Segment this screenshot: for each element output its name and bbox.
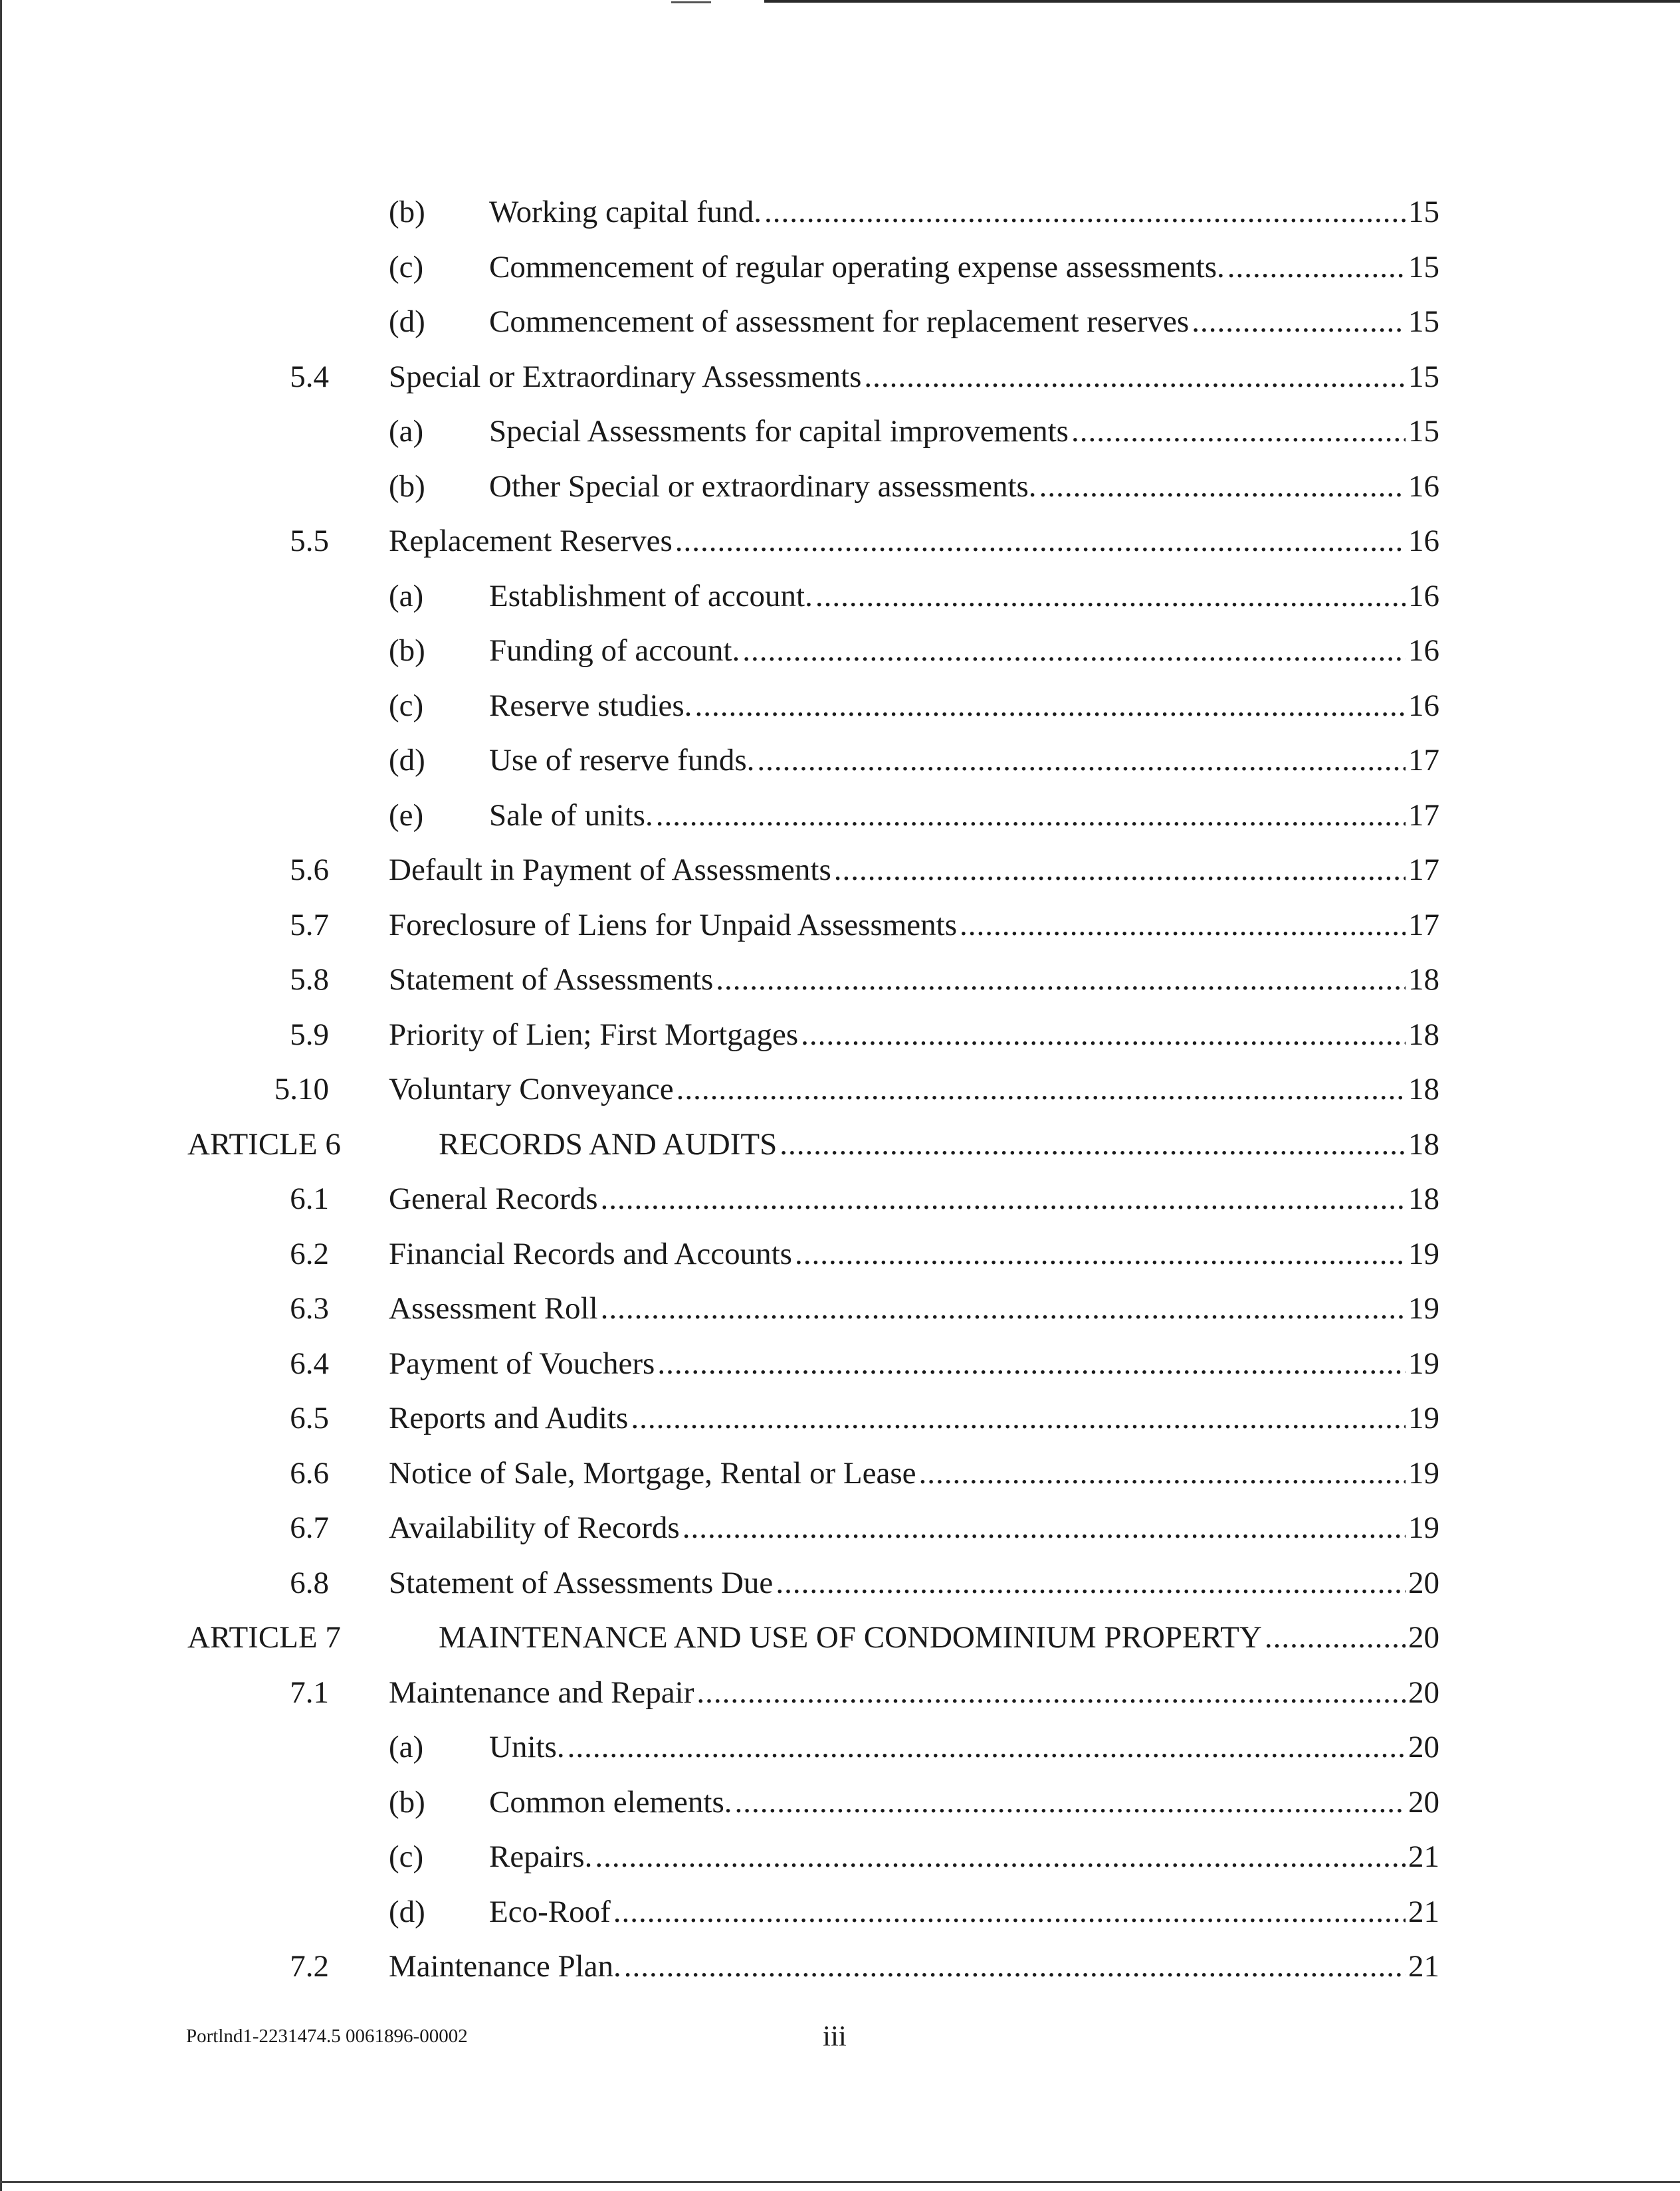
toc-entry	[0, 1556, 1680, 1610]
toc-entry-title: Special or Extraordinary Assessments	[389, 359, 862, 394]
toc-entry	[0, 514, 1680, 568]
dot-leader	[1227, 240, 1406, 294]
toc-entry-line	[389, 514, 1439, 568]
toc-entry-title: Maintenance Plan.	[389, 1949, 621, 1984]
toc-entry-page: 20	[1408, 1730, 1439, 1764]
toc-entry-title: Special Assessments for capital improvements	[489, 414, 1069, 449]
toc-entry-title: Statement of Assessments Due	[389, 1565, 774, 1600]
toc-entry-number: (e)	[389, 797, 424, 833]
toc-entry-line	[389, 1501, 1439, 1555]
dot-leader	[780, 1117, 1406, 1172]
toc-entry	[0, 294, 1680, 349]
toc-entry	[0, 843, 1680, 897]
dot-leader	[801, 1007, 1406, 1062]
toc-entry-number: 5.5	[290, 524, 329, 558]
toc-entry-title: Other Special or extraordinary assessments.	[489, 469, 1037, 504]
toc-entry-number: 6.3	[290, 1291, 329, 1326]
dot-leader	[1192, 294, 1406, 349]
toc-entry-title: Commencement of assessment for replacement reserves	[489, 304, 1190, 339]
toc-entry	[0, 240, 1680, 294]
toc-entry-title: Availability of Records	[389, 1511, 680, 1545]
toc-entry	[0, 1007, 1680, 1062]
toc-entry-number: 7.1	[290, 1675, 329, 1710]
dot-leader	[735, 1775, 1406, 1829]
dot-leader	[1039, 459, 1406, 514]
toc-entry-number: (b)	[389, 195, 425, 229]
dot-leader	[682, 1501, 1406, 1555]
toc-entry-page: 16	[1408, 633, 1439, 668]
toc-entry	[0, 569, 1680, 623]
toc-entry-number: (c)	[389, 1839, 424, 1874]
dot-leader	[595, 1829, 1406, 1884]
toc-entry	[0, 1939, 1680, 1994]
toc-entry-line	[489, 569, 1439, 623]
toc-entry-line	[389, 1391, 1439, 1445]
toc-entry-number: 5.6	[290, 853, 329, 887]
toc-entry-page: 16	[1408, 688, 1439, 723]
toc-entry-page: 18	[1408, 1017, 1439, 1052]
toc-entry-page: 20	[1408, 1675, 1439, 1710]
toc-entry-line	[489, 623, 1439, 678]
toc-entry-number: 6.2	[290, 1236, 329, 1271]
page-number: iii	[823, 2021, 847, 2052]
toc-entry-title: Establishment of account.	[489, 578, 813, 613]
dot-leader	[919, 1446, 1406, 1501]
dot-leader	[834, 843, 1406, 897]
toc-entry-number: (a)	[389, 414, 424, 449]
toc-entry	[0, 733, 1680, 787]
toc-entry-line	[439, 1610, 1439, 1665]
toc-entry	[0, 1446, 1680, 1501]
toc-entry	[0, 1117, 1680, 1172]
toc-entry-line	[489, 240, 1439, 294]
toc-entry-line	[389, 1007, 1439, 1062]
scan-mark	[671, 1, 711, 3]
toc-entry	[0, 1665, 1680, 1720]
dot-leader	[864, 350, 1406, 404]
dot-leader	[815, 569, 1406, 623]
toc-entry-line	[489, 678, 1439, 733]
toc-entry-page: 17	[1408, 797, 1439, 833]
dot-leader	[613, 1885, 1406, 1939]
toc-entry-title: Priority of Lien; First Mortgages	[389, 1017, 799, 1052]
toc-entry-title: Units.	[489, 1730, 565, 1764]
toc-entry-line	[489, 294, 1439, 349]
toc-entry	[0, 1172, 1680, 1226]
toc-entry-line	[489, 1829, 1439, 1884]
toc-entry-page: 21	[1408, 1949, 1439, 1984]
toc-entry-page: 15	[1408, 359, 1439, 394]
toc-entry-number: 6.8	[290, 1565, 329, 1600]
dot-leader	[1265, 1610, 1406, 1665]
toc-entry-page: 16	[1408, 469, 1439, 504]
toc-entry-number: ARTICLE 6	[187, 1126, 341, 1162]
toc-entry-line	[389, 1939, 1439, 1994]
toc-entry-number: 7.2	[290, 1949, 329, 1984]
toc-entry-page: 18	[1408, 1072, 1439, 1106]
scan-bottom-rule	[0, 2181, 1680, 2183]
toc-entry-page: 19	[1408, 1236, 1439, 1271]
toc-entry-title: General Records	[389, 1182, 598, 1216]
dot-leader	[568, 1720, 1406, 1774]
toc-entry-line	[389, 1281, 1439, 1336]
toc-entry	[0, 788, 1680, 843]
toc-entry-page: 16	[1408, 578, 1439, 613]
toc-entry-number: 5.7	[290, 907, 329, 942]
toc-entry-page: 18	[1408, 962, 1439, 997]
toc-entry-number: 6.6	[290, 1455, 329, 1491]
toc-entry-line	[389, 1665, 1439, 1720]
toc-entry-title: Common elements.	[489, 1784, 732, 1820]
toc-entry	[0, 185, 1680, 239]
toc-entry-title: Assessment Roll	[389, 1291, 598, 1326]
toc-entry-page: 19	[1408, 1455, 1439, 1491]
toc-entry	[0, 1885, 1680, 1939]
toc-entry-page: 18	[1408, 1126, 1439, 1162]
toc-entry-number: 6.4	[290, 1346, 329, 1381]
toc-entry-line	[389, 898, 1439, 952]
toc-entry-line	[489, 788, 1439, 843]
toc-entry-page: 19	[1408, 1401, 1439, 1435]
toc-entry	[0, 1829, 1680, 1884]
toc-entry-number: (b)	[389, 1784, 425, 1820]
toc-entry-number: 5.8	[290, 962, 329, 997]
dot-leader	[675, 514, 1406, 568]
dot-leader	[795, 1227, 1406, 1281]
toc-entry-number: (b)	[389, 633, 425, 668]
toc-entry-line	[439, 1117, 1439, 1172]
toc-entry-number: (b)	[389, 469, 425, 504]
toc-entry-line	[389, 1062, 1439, 1116]
toc-entry-title: Maintenance and Repair	[389, 1675, 694, 1710]
dot-leader	[716, 952, 1406, 1007]
toc-entry-line	[489, 733, 1439, 787]
toc-entry-page: 15	[1408, 195, 1439, 229]
toc-entry-title: Voluntary Conveyance	[389, 1072, 674, 1106]
toc-entry-line	[489, 1885, 1439, 1939]
dot-leader	[764, 185, 1406, 239]
dot-leader	[656, 788, 1406, 843]
document-id: Portlnd1-2231474.5 0061896-00002	[186, 2026, 468, 2047]
toc-entry-title: Payment of Vouchers	[389, 1346, 655, 1381]
toc-entry-number: 5.4	[290, 359, 329, 394]
toc-entry-page: 15	[1408, 304, 1439, 339]
toc-entry-line	[389, 843, 1439, 897]
dot-leader	[960, 898, 1406, 952]
toc-entry-line	[389, 952, 1439, 1007]
toc-entry-page: 17	[1408, 907, 1439, 942]
toc-entry-title: Sale of units.	[489, 797, 653, 833]
toc-entry	[0, 952, 1680, 1007]
toc-entry	[0, 898, 1680, 952]
toc-entry-number: (a)	[389, 1730, 424, 1764]
toc-entry-title: RECORDS AND AUDITS	[439, 1126, 778, 1162]
toc-entry	[0, 1501, 1680, 1555]
toc-entry-page: 16	[1408, 524, 1439, 558]
dot-leader	[601, 1281, 1406, 1336]
toc-entry-line	[389, 1336, 1439, 1391]
toc-entry-page: 17	[1408, 853, 1439, 887]
scan-top-rule	[764, 0, 1680, 3]
toc-entry-line	[389, 1556, 1439, 1610]
toc-entry-page: 15	[1408, 414, 1439, 449]
toc-entry-title: Use of reserve funds.	[489, 743, 755, 778]
toc-entry	[0, 1281, 1680, 1336]
toc-entry-line	[389, 1227, 1439, 1281]
toc-entry	[0, 1227, 1680, 1281]
toc-entry-title: Repairs.	[489, 1839, 593, 1874]
toc-entry-number: 5.9	[290, 1017, 329, 1052]
toc-entry-number: 6.7	[290, 1511, 329, 1545]
toc-entry-page: 20	[1408, 1620, 1439, 1655]
toc-entry-number: ARTICLE 7	[187, 1620, 341, 1655]
page-footer	[0, 2020, 1680, 2060]
toc-entry-line	[389, 350, 1439, 404]
toc-entry-title: Replacement Reserves	[389, 524, 673, 558]
toc-entry	[0, 678, 1680, 733]
toc-entry-page: 19	[1408, 1511, 1439, 1545]
toc-entry	[0, 1062, 1680, 1116]
toc-entry-number: 6.5	[290, 1401, 329, 1435]
toc-entry-title: Eco-Roof	[489, 1894, 611, 1929]
dot-leader	[1071, 404, 1406, 459]
toc-entry	[0, 1336, 1680, 1391]
dot-leader	[657, 1336, 1406, 1391]
toc-entry	[0, 459, 1680, 514]
toc-entry	[0, 1775, 1680, 1829]
toc-entry-title: Funding of account.	[489, 633, 740, 668]
toc-entry	[0, 404, 1680, 459]
toc-entry-title: Reserve studies.	[489, 688, 692, 723]
toc-entry	[0, 1720, 1680, 1774]
toc-entry-line	[489, 1720, 1439, 1774]
toc-entry-line	[489, 185, 1439, 239]
dot-leader	[624, 1939, 1406, 1994]
toc-entry-line	[389, 1446, 1439, 1501]
toc-entry-page: 18	[1408, 1182, 1439, 1216]
dot-leader	[742, 623, 1406, 678]
toc-entry-title: Statement of Assessments	[389, 962, 714, 997]
toc-entry-title: Default in Payment of Assessments	[389, 853, 831, 887]
dot-leader	[757, 733, 1406, 787]
toc-entry-page: 19	[1408, 1291, 1439, 1326]
dot-leader	[677, 1062, 1406, 1116]
toc-entry-number: 5.10	[274, 1072, 329, 1106]
toc-entry-number: (a)	[389, 578, 424, 613]
toc-entry-page: 15	[1408, 249, 1439, 284]
dot-leader	[694, 678, 1406, 733]
toc-entry	[0, 350, 1680, 404]
dot-leader	[631, 1391, 1406, 1445]
toc-entry-line	[389, 1172, 1439, 1226]
toc-entry-page: 17	[1408, 743, 1439, 778]
toc-entry-title: Commencement of regular operating expense assessments.	[489, 249, 1225, 284]
toc-entry-line	[489, 1775, 1439, 1829]
toc-entry-number: (d)	[389, 1894, 425, 1929]
toc-entry-title: Foreclosure of Liens for Unpaid Assessments	[389, 907, 957, 942]
toc-entry-number: 6.1	[290, 1182, 329, 1216]
toc-entry-number: (c)	[389, 249, 424, 284]
toc-entry-title: Working capital fund.	[489, 195, 762, 229]
toc-entry-page: 19	[1408, 1346, 1439, 1381]
toc-entry-line	[489, 459, 1439, 514]
toc-entry-page: 20	[1408, 1565, 1439, 1600]
toc-entry-page: 21	[1408, 1894, 1439, 1929]
dot-leader	[776, 1556, 1406, 1610]
toc-entry-title: Reports and Audits	[389, 1401, 629, 1435]
toc-entry	[0, 1610, 1680, 1665]
toc-entry-line	[489, 404, 1439, 459]
toc-entry-number: (d)	[389, 304, 425, 339]
toc-entry-number: (c)	[389, 688, 424, 723]
dot-leader	[601, 1172, 1406, 1226]
toc-entry-page: 21	[1408, 1839, 1439, 1874]
toc-entry-title: MAINTENANCE AND USE OF CONDOMINIUM PROPERTY	[439, 1620, 1262, 1655]
toc-entry-page: 20	[1408, 1784, 1439, 1820]
toc-entry	[0, 1391, 1680, 1445]
toc-entry	[0, 623, 1680, 678]
toc-entry-title: Financial Records and Accounts	[389, 1236, 792, 1271]
dot-leader	[696, 1665, 1406, 1720]
toc-entry-number: (d)	[389, 743, 425, 778]
toc-entry-title: Notice of Sale, Mortgage, Rental or Lease	[389, 1455, 916, 1491]
